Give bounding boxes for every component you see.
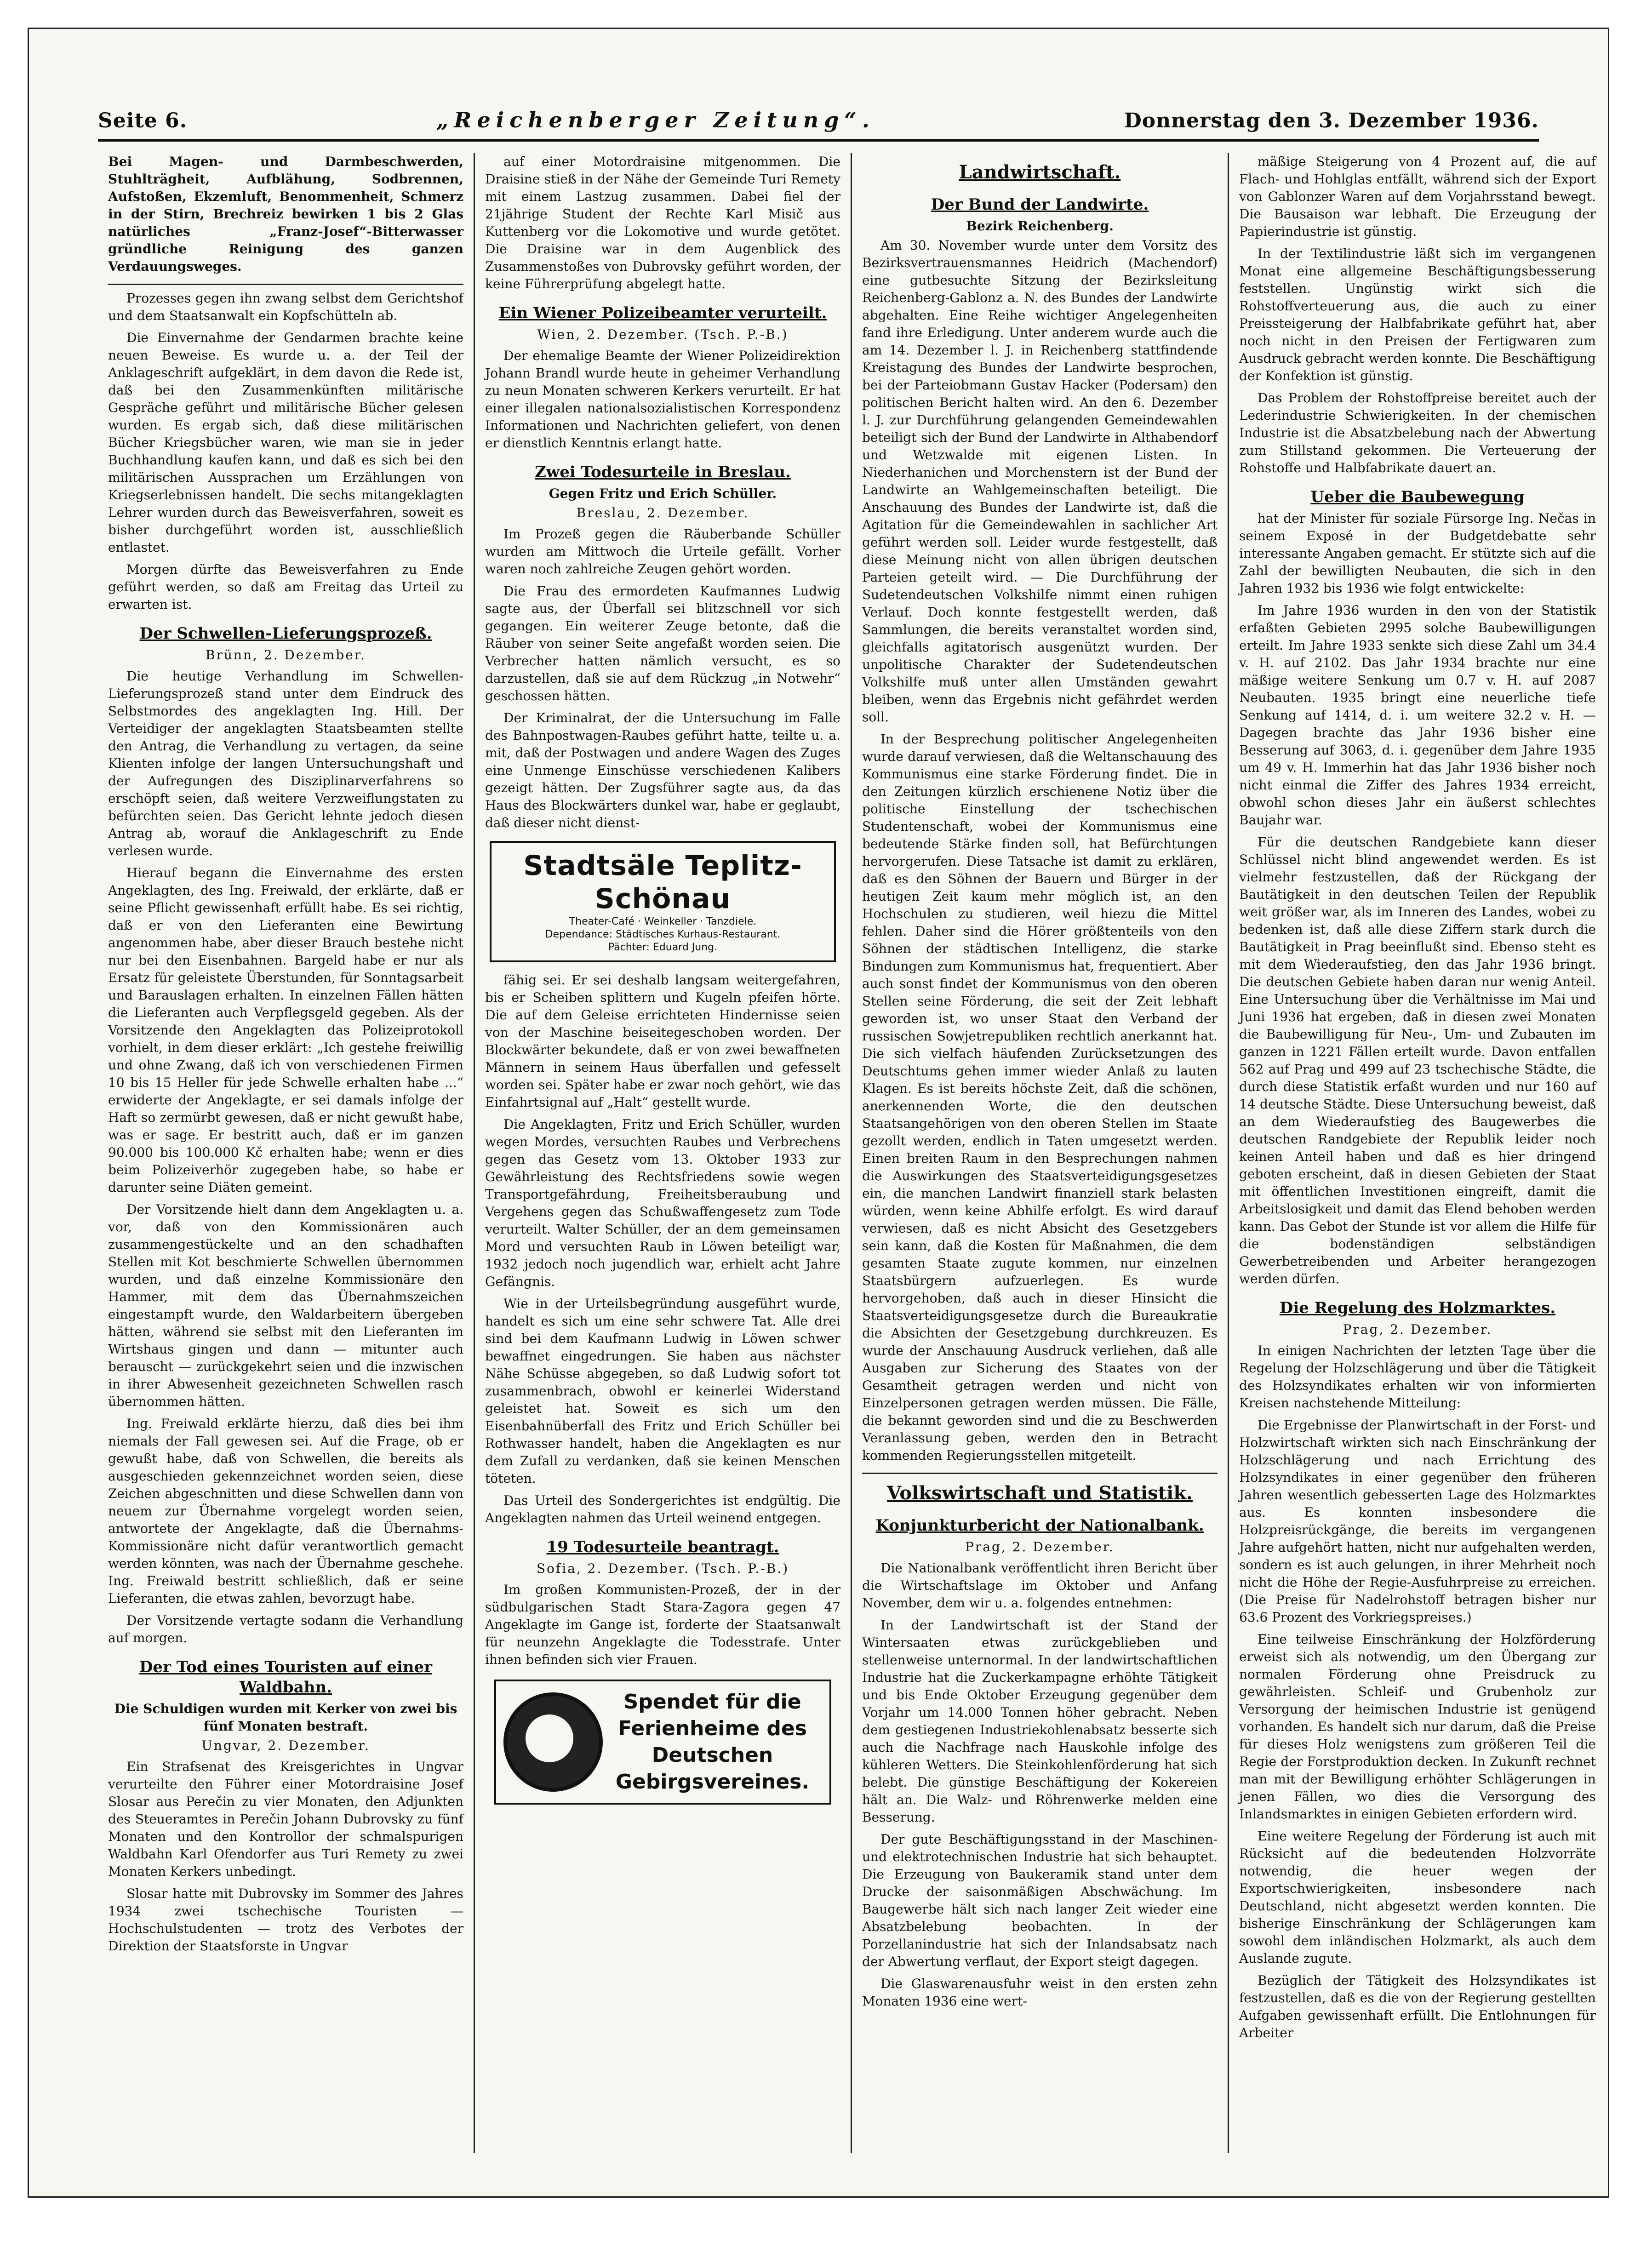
article-text: Die Ergebnisse der Planwirtschaft in der Forst- und Holzwirtschaft wirkten sich nach Einschränkung der Holzschlägerung und nach Errichtung des Holzsyndikates in einer gegenüber den früheren Jahren wesentlich gebesserten Lage des Holzmarktes aus. Es konnten insbesondere die Holzpreisrückgänge, die bereits im vergangenen Jahre aufgehört hatten, nicht nur aufgehalten werden, sondern es ist auch gelungen, in ihrer Mehrheit noch nicht die Höhe der Regie-Ausfuhrpreise zu erreichen. (Die Preise für Nadelrohstoff betragen bisher nur 63.6 Prozent des Vorkriegspreises.)	[1239, 1417, 1596, 1625]
article-text: Am 30. November wurde unter dem Vorsitz des Bezirksvertrauensmannes Heidrich (Machendorf) eine gutbesuchte Sitzung der Bezirksleitung Reichenberg-Gablonz a. N. des Bundes der Landwirte abgehalten. Eine Reihe wichtiger Angelegenheiten fand ihre Erledigung. Unter anderem wurde auch die am 14. Dezember l. J. in Reichenberg stattfindende Kreistagung des Bundes der Landwirte besprochen, bei der Parteiobmann Gustav Hacker (Podersam) den politischen Bericht halten wird. An den 6. Dezember l. J. zur Durchführung gelangenden Gemeindewahlen beteiligt sich der Bund der Landwirte in Althabendorf und Wetzwalde mit eigenen Listen. In Niederhanichen und Morchenstern ist der Bund der Landwirte an Wahlgemeinschaften beteiligt. Die Anschauung des Bundes der Landwirte ist, daß die Agitation für die Gemeindewahlen in sachlicher Art geführt werden soll. Leider wurde festgestellt, daß diese Meinung nicht von allen übrigen deutschen Parteien geteilt wird. — Die Durchführung der Sudetendeutschen Volkshilfe nimmt einen ruhigen Verlauf. Doch konnte festgestellt werden, daß Sammlungen, die bereits veranstaltet worden sind, gleichfalls agitatorisch ausgenützt wurden. Der unpolitische Charakter der Sudetendeutschen Volkshilfe muß unter allen Umständen gewahrt bleiben, wenn das Ergebnis nicht gefährdet werden soll.	[862, 238, 1218, 725]
article-text: In der Besprechung politischer Angelegenheiten wurde darauf verwiesen, daß die Weltanschauung des Kommunismus eine starke Förderung findet. Die in den Zeitungen kürzlich erschienene Notiz über die politische Einstellung der tschechischen Studentenschaft, wobei der Kommunismus eine bedeutende Stärke finden soll, hat Befürchtungen hervorgerufen. Diese Tatsache ist damit zu erklären, daß es den Söhnen der Bauern und Bürger in der heutigen Zeit kaum mehr möglich ist, an den Hochschulen zu studieren, weil hiezu die Mittel fehlen. Daher sind die Hörer größtenteils von den Söhnen der städtischen Intelligenz, die starke Bindungen zum Kommunismus hat, frequentiert. Aber auch sonst findet der Kommunismus von den oberen Stellen seine Förderung, die seit der Zeit lebhaft geworden ist, wo unser Staat den Verband der russischen Sowjetrepubliken rechtlich anerkannt hat. Die sich vielfach häufenden Zurücksetzungen des Deutschtums gehen immer wieder Anlaß zu lauten Klagen. Es ist bereits höchste Zeit, daß die schönen, anerkennenden Worte, die den deutschen Staatsangehörigen von den oberen Stellen im Staate gezollt werden, endlich in Taten umgesetzt werden. Einen breiten Raum in den Besprechungen nahmen die Auswirkungen des Staatsverteidigungsgesetzes ein, die manchen Landwirt finanziell stark belasten würden, wenn keine Abhilfe erfolgt. Es wird darauf verwiesen, daß es nicht Absicht des Gesetzgebers sein kann, daß die Kosten für Maßnahmen, die dem gesamten Staate zugute kommen, nur einzelnen Staatsbürgern aufzuerlegen. Es wurde hervorgehoben, daß auch in dieser Hinsicht die Staatsverteidigungsgesetze durch die Bureaukratie die Absichten der Gesetzgebung durchkreuzen. Es wurde der Anschauung Ausdruck verliehen, daß alle Ausgaben zur Sicherung des Staates von der Gesamtheit getragen werden und nicht von Einzelpersonen getragen werden müssen. Die Fälle, die bekannt geworden sind und die zu Beschwerden Veranlassung geben, werden den in Betracht kommenden Regierungsstellen mitgeteilt.	[862, 731, 1218, 1463]
columns	[98, 153, 1606, 2153]
masthead: „Reichenberger Zeitung“.	[436, 108, 875, 132]
dateline: Brünn, 2. Dezember.	[205, 647, 366, 663]
stadtsaele-advert	[490, 841, 836, 962]
divider	[108, 284, 463, 285]
article-text: Die Angeklagten, Fritz und Erich Schüller, wurden wegen Mordes, versuchten Raubes und Verbrechens gegen das Gesetz vom 13. Oktober 1933 zur Gewährleistung des Rechtsfriedens sowie wegen Transportgefährdung, Freiheitsberaubung und Vergehens gegen das Schußwaffengesetz zum Tode verurteilt. Walter Schüller, der an dem gemeinsamen Mord und versuchten Raub in Löwen beteiligt war, 1932 jedoch noch jugendlich war, erhielt acht Jahre Gefängnis.	[485, 1117, 840, 1289]
advert-text: Spendet für die Ferienheime des Deutschen Gebirgsvereines.	[615, 1690, 810, 1794]
article-text: Slosar hatte mit Dubrovsky im Sommer des Jahres 1934 zwei tschechische Touristen — Hochschulstudenten — trotz des Verbotes der Direktion der Staatsforste in Ungvar	[108, 1886, 463, 1954]
article-text: Eine teilweise Einschränkung der Holzförderung erweist sich als notwendig, um den Übergang zur normalen Förderung ohne Preisdruck zu gewährleisten. Schleif- und Grubenholz zur Versorgung der heimischen Industrie ist genügend vorhanden. Es handelt sich nur darum, daß die Preise für dieses Holz wenigstens zum größeren Teil die Regie der Forstproduktion decken. In Zukunft rechnet man mit der Bewilligung erhöhter Schlägerungen in jenen Fällen, wo dies die Versorgung des Inlandsmarktes in einigen Gebieten erfordern wird.	[1239, 1632, 1596, 1822]
article-text: Die Einvernahme der Gendarmen brachte keine neuen Beweise. Es wurde u. a. der Teil der Anklageschrift aufgeklärt, in dem davon die Rede ist, daß bei den Zusammenkünften militärische Gespräche geführt und militärische Bücher gelesen wurden. Es ergab sich, daß diese militärischen Bücher Kriegsbücher waren, wie man sie in jeder Buchhandlung kaufen kann, und daß es sich bei den militärischen Aussprachen um Erzählungen von Kriegserlebnissen handelt. Die sechs mitangeklagten Lehrer wurden durch das Beweisverfahren, soweit es bisher durchgeführt worden ist, ausschließlich entlastet.	[108, 330, 463, 555]
article-text: Hierauf begann die Einvernahme des ersten Angeklagten, des Ing. Freiwald, der erklärte, daß er seine Pflicht gewissenhaft erfüllt habe. Es sei richtig, daß er von den Lieferanten eine Bewirtung angenommen habe, aber dieser Brauch bestehe nicht nur bei den Eisenbahnen. Bargeld habe er nur als Ersatz für geleistete Überstunden, für Sonntagsarbeit und Barauslagen erhalten. In einzelnen Fällen hätten die Lieferanten auch Verpflegsgeld gegeben. Als der Vorsitzende den Angeklagten das Polizeiprotokoll vorhielt, in dem dieser erklärt: „Ich gestehe freiwillig und ohne Zwang, daß ich von verschiedenen Firmen 10 bis 15 Heller für jede Schwelle erhalten habe ...“ erwiderte der Angeklagte, er sei damals infolge der Haft so zermürbt gewesen, daß er nicht gewußt habe, was er sage. Er bestritt auch, daß er im ganzen 90.000 bis 100.000 Kč erhalten habe; wenn er dies beim Polizeiverhör zugegeben habe, so habe er darunter seine Diäten gemeint.	[108, 865, 463, 1195]
dateline: Wien, 2. Dezember. (Tsch. P.-B.)	[537, 327, 789, 342]
article-text: auf einer Motordraisine mitgenommen. Die Draisine stieß in der Nähe der Gemeinde Turi Remety mit einem Lastzug zusammen. Dabei fiel der 21jährige Student der Rechte Karl Misič aus Kuttenberg vor die Lokomotive und wurde getötet. Die Draisine war in dem Augenblick des Zusammenstoßes von Dubrovsky geführt worden, der keine Führerprüfung abgelegt hatte.	[485, 154, 840, 291]
article-text: In der Textilindustrie läßt sich im vergangenen Monat eine allgemeine Beschäftigungsbesserung feststellen. Ungünstig wirkt sich die Rohstoffverteuerung aus, die auch zu einer Preissteigerung der Halbfabrikate geführt hat, aber noch nicht in den Preisen der Fertigwaren zum Ausdruck gebracht werden konnte. Die Beschäftigung der Konfektion ist günstig.	[1239, 246, 1596, 383]
issue-date: Donnerstag den 3. Dezember 1936.	[1124, 109, 1539, 132]
emblem-icon	[503, 1692, 603, 1792]
column-4	[1229, 153, 1606, 2153]
divider	[862, 1473, 1218, 1474]
article-text: Der Vorsitzende vertagte sodann die Verhandlung auf morgen.	[108, 1613, 463, 1646]
subheadline: Bezirk Reichenberg.	[966, 218, 1114, 234]
article-text: In einigen Nachrichten der letzten Tage über die Regelung der Holzschlägerung und über die Tätigkeit des Holzsyndikates erhalten wir von informierten Kreisen nachstehende Mitteilung:	[1239, 1343, 1596, 1411]
article-text: fähig sei. Er sei deshalb langsam weitergefahren, bis er Scheiben splittern und Kugeln pfeifen hörte. Die auf dem Geleise errichteten Hindernisse seien von der Maschine beiseitegeschoben worden. Der Blockwärter bekundete, daß er von zwei bewaffneten Männern in seinem Haus überfallen und gefesselt worden sei. Später habe er zwar noch gehört, wie das Einfahrtsignal auf „Halt“ gestellt wurde.	[485, 972, 840, 1110]
article-text: Die Glaswarenausfuhr weist in den ersten zehn Monaten 1936 eine wert-	[862, 1976, 1218, 2009]
dateline: Breslau, 2. Dezember.	[576, 505, 749, 520]
dateline: Prag, 2. Dezember.	[965, 1539, 1115, 1554]
article-text: Im Jahre 1936 wurden in den von der Statistik erfaßten Gebieten 2995 solche Baubewilligungen erteilt. Im Jahre 1933 senkte sich diese Zahl um 34.4 v. H. auf 2102. Das Jahr 1934 brachte nur eine mäßige weitere Senkung um 0.7 v. H. auf 2087 Neubauten. 1935 bringt eine neuerliche tiefe Senkung auf 1414, d. i. um weitere 32.2 v. H. — Dagegen brachte das Jahr 1936 bisher eine Besserung auf 3063, d. i. gegenüber dem Jahre 1935 um 49 v. H. Immerhin hat das Jahr 1936 bisher noch nicht einmal die Ziffer des Jahres 1934 erreicht, obwohl schon dieses Jahr ein äußerst schlechtes Baujahr war.	[1239, 603, 1596, 828]
article-text: Eine weitere Regelung der Förderung ist auch mit Rücksicht auf die bedeutenden Holzvorräte notwendig, die heuer wegen der Exportschwierigkeiten, insbesondere nach Deutschland, nicht abgesetzt werden konnten. Die bisherige Einschränkung der Schlägerungen kam sowohl dem inländischen Holzmarkt, als auch dem Auslande zugute.	[1239, 1828, 1596, 1966]
article-text: Im großen Kommunisten-Prozeß, der in der südbulgarischen Stadt Stara-Zagora gegen 47 Angeklagte im Gange ist, forderte der Staatsanwalt für neunzehn Angeklagte die Todesstrafe. Unter ihnen befinden sich vier Frauen.	[485, 1582, 840, 1667]
column-2	[475, 153, 852, 2153]
headline: Die Regelung des Holzmarktes.	[1279, 1299, 1556, 1317]
article-text: Bezüglich der Tätigkeit des Holzsyndikates ist festzustellen, daß es die von der Regierung gestellten Aufgaben gewissenhaft erfüllt. Die Entlohnungen für Arbeiter	[1239, 1973, 1596, 2040]
article-text: Für die deutschen Randgebiete kann dieser Schlüssel nicht blind angewendet werden. Es ist vielmehr festzustellen, daß der Rückgang der Bautätigkeit in den deutschen Teilen der Republik weit größer war, als im Inneren des Landes, wobei zu bedenken ist, daß alle diese Ziffern stark durch die Bautätigkeit in Prag beeinflußt sind. Ebenso steht es mit dem Wiederaufstieg, den das Jahr 1936 bringt. Die deutschen Gebiete haben daran nur wenig Anteil. Eine Untersuchung über die Verhältnisse im Mai und Juni 1936 hat ergeben, daß in diesen zwei Monaten die Baubewilligung für Neu-, Um- und Zubauten im ganzen in 1221 Fällen erteilt wurde. Davon entfallen 562 auf Prag und 499 auf 23 tschechische Städte, die durch diese Statistik erfaßt wurden und nur 160 auf 14 deutsche Städte. Diese Untersuchung beweist, daß an dem Wiederaufstieg des Baugewerbes die deutschen Randgebiete der Republik leider noch keinen Anteil haben und daß es hier dringend geboten erscheint, daß in diesen Gebieten der Staat mit öffentlichen Investitionen eingreift, damit die Arbeitslosigkeit und damit das Elend behoben werden kann. Das Gebot der Stunde ist vor allem die Hilfe für die bodenständigen selbständigen Gewerbetreibenden und Arbeiter herangezogen werden dürfen.	[1239, 834, 1596, 1286]
article-text: mäßige Steigerung von 4 Prozent auf, die auf Flach- und Hohlglas entfällt, während sich der Export von Gablonzer Waren auf dem Vorjahrsstand bewegt. Die Bausaison war lebhaft. Die Erzeugung der Papierindustrie ist günstig.	[1239, 154, 1596, 239]
article-text: In der Landwirtschaft ist der Stand der Wintersaaten etwas zurückgeblieben und stellenweise unternormal. In der landwirtschaftlichen Industrie hat die Zuckerkampagne erhöhte Tätigkeit und bis Ende Oktober Erzeugung gegenüber dem Vorjahr um 14.000 Tonnen höher gebracht. Neben dem gestiegenen Industriekohlenabsatz besserte sich auch die Nachfrage nach Hauskohle infolge des kühleren Wetters. Die Steinkohlenförderung hat sich belebt. Die günstige Beschäftigung der Kokereien hält an. Die Walz- und Röhrenwerke melden eine Besserung.	[862, 1617, 1218, 1825]
column-3	[852, 153, 1229, 2153]
advert-line: Dependance: Städtisches Kurhaus-Restaurant.	[545, 929, 781, 940]
article-text: Wie in der Urteilsbegründung ausgeführt wurde, handelt es sich um eine sehr schwere Tat. Alle drei sind bei dem Kaufmann Ludwig in Löwen schwer bewaffnet eingedrungen. Sie haben aus nächster Nähe Schüsse abgegeben, so daß Ludwig sofort tot zusammenbrach, obwohl er keinerlei Widerstand geleistet hat. Soweit es sich um den Eisenbahnüberfall des Fritz und Erich Schüller bei Rothwasser handelt, haben die Angeklagten es nur dem Zufall zu verdanken, daß sie keinen Menschen töteten.	[485, 1296, 840, 1486]
headline: Der Schwellen-Lieferungsprozeß.	[139, 624, 432, 643]
headline: Ein Wiener Polizeibeamter verurteilt.	[498, 304, 827, 322]
dateline: Prag, 2. Dezember.	[1343, 1322, 1492, 1337]
article-text: hat der Minister für soziale Fürsorge Ing. Nečas in seinem Exposé in der Budgetdebatte sehr interessante Angaben gemacht. Er stützte sich auf die Zahl der bewilligten Neubauten, die sich in den Jahren 1932 bis 1936 wie folgt entwickelte:	[1239, 511, 1596, 596]
article-text: Morgen dürfte das Beweisverfahren zu Ende geführt werden, so daß am Freitag das Urteil zu erwarten ist.	[108, 562, 463, 612]
headline: 19 Todesurteile beantragt.	[546, 1538, 779, 1556]
article-text: Ein Strafsenat des Kreisgerichtes in Ungvar verurteilte den Führer einer Motordraisine Josef Slosar aus Perečin zu vier Monaten, den Adjunkten des Steueramtes in Perečin Johann Dubrovsky zu fünf Monaten und den Kontrollor der schmalspurigen Waldbahn Karl Ofendorfer aus Turi Remety zu zwei Monaten Kerkers unbedingt.	[108, 1759, 463, 1879]
subheadline: Gegen Fritz und Erich Schüller.	[549, 486, 777, 501]
article-text: Im Prozeß gegen die Räuberbande Schüller wurden am Mittwoch die Urteile gefällt. Vorher waren noch zahlreiche Zeugen gehört worden.	[485, 526, 840, 577]
headline: Zwei Todesurteile in Breslau.	[535, 463, 791, 481]
page-header	[98, 82, 1539, 142]
section-title: Volkswirtschaft und Statistik.	[887, 1482, 1193, 1504]
franz-josef-advert: Bei Magen- und Darmbeschwerden, Stuhlträgheit, Aufblähung, Sodbrennen, Aufstoßen, Ekzemluft, Benommenheit, Schmerz in der Stirn, Brechreiz bewirken 1 bis 2 Glas natürliches „Franz-Josef“-Bitterwasser gründliche Reinigung des ganzen Verdauungsweges.	[108, 154, 463, 274]
headline: Der Tod eines Touristen auf einer Waldbahn.	[139, 1658, 433, 1697]
article-text: Der Kriminalrat, der die Untersuchung im Falle des Bahnpostwagen-Raubes geführt hatte, teilte u. a. mit, daß der Postwagen und andere Wagen des Zuges eine Unmenge Einschüsse verschiedenen Kalibers gezeigt hätten. Der Zugsführer sagte aus, da das Haus des Blockwärters dunkel war, habe er geglaubt, daß dieser nicht dienst-	[485, 710, 840, 830]
headline: Konjunkturbericht der Nationalbank.	[875, 1516, 1204, 1535]
newspaper-page	[28, 28, 1609, 2198]
page-number: Seite 6.	[98, 109, 188, 132]
advert-title: Stadtsäle Teplitz-Schönau	[523, 850, 802, 915]
article-text: Der ehemalige Beamte der Wiener Polizeidirektion Johann Brandl wurde heute in geheimer Verhandlung zu neun Monaten schweren Kerkers verurteilt. Er hat einer illegalen nationalsozialistischen Korrespondenz Informationen und Nachrichten geliefert, von denen er dienstlich Kenntnis erlangt hatte.	[485, 348, 840, 451]
gebirgsverein-advert	[494, 1680, 831, 1805]
column-1	[98, 153, 475, 2153]
dateline: Sofia, 2. Dezember. (Tsch. P.-B.)	[536, 1561, 789, 1576]
article-text: Die Frau des ermordeten Kaufmannes Ludwig sagte aus, der Überfall sei blitzschnell vor sich gegangen. Ein weiterer Zeuge betonte, daß die Räuber von seiner Seite angefaßt worden seien. Die Verbrecher hatten nämlich versucht, es so darzustellen, daß sie auf dem Rückzug „in Notwehr“ geschossen hätten.	[485, 583, 840, 703]
article-text: Die Nationalbank veröffentlicht ihren Bericht über die Wirtschaftslage im Oktober und Anfang November, dem wir u. a. folgendes entnehmen:	[862, 1560, 1218, 1611]
subheadline: Die Schuldigen wurden mit Kerker von zwei bis fünf Monaten bestraft.	[114, 1701, 457, 1734]
advert-line: Pächter: Eduard Jung.	[608, 942, 718, 953]
section-title: Landwirtschaft.	[959, 161, 1121, 183]
article-text: Ing. Freiwald erklärte hierzu, daß dies bei ihm niemals der Fall gewesen sei. Auf die Frage, ob er gewußt habe, daß von Schwellen, die bereits als ausgeschieden gekennzeichnet worden seien, diese Zeichen abgeschnitten und diese Schwellen dann von neuem zur Übernahme vorgelegt worden seien, antwortete der Angeklagte, daß die Übernahms-Kommissionäre nicht dafür verantwortlich gemacht werden könnten, was nach der Übernahme geschehe. Ing. Freiwald bestritt schließlich, daß er seine Lieferanten, die etwas zahlen, bevorzugt habe.	[108, 1416, 463, 1606]
headline: Der Bund der Landwirte.	[931, 195, 1149, 214]
article-text: Der gute Beschäftigungsstand in der Maschinen- und elektrotechnischen Industrie hat sich behauptet. Die Erzeugung von Baukeramik stand unter dem Drucke der saisonmäßigen Abschwächung. Im Baugewerbe hält sich nach langer Zeit wieder eine Absatzbelebung beobachten. In der Porzellanindustrie hat sich der Inlandsabsatz nach der Abwertung verflaut, der Export steigt dagegen.	[862, 1832, 1218, 1969]
dateline: Ungvar, 2. Dezember.	[201, 1738, 370, 1753]
advert-line: Theater-Café · Weinkeller · Tanzdiele.	[569, 916, 757, 927]
article-text: Das Problem der Rohstoffpreise bereitet auch der Lederindustrie Schwierigkeiten. In der chemischen Industrie ist die Absatzbelebung nach der Abwertung zum Stillstand gekommen. Die Verteuerung der Rohstoffe und Halbfabrikate dauert an.	[1239, 390, 1596, 475]
article-text: Die heutige Verhandlung im Schwellen-Lieferungsprozeß stand unter dem Eindruck des Selbstmordes des angeklagten Ing. Hill. Der Verteidiger der angeklagten Staatsbeamten stellte den Antrag, die Verhandlung zu vertagen, da seine Klienten infolge der langen Untersuchungshaft und der Aufregungen des Disziplinarverfahrens so erschöpft seien, daß weitere Verzweiflungstaten zu befürchten seien. Das Gericht lehnte jedoch diesen Antrag ab, worauf die Anklageschrift zu Ende verlesen wurde.	[108, 669, 463, 858]
article-text: Prozesses gegen ihn zwang selbst dem Gerichtshof und dem Staatsanwalt ein Kopfschütteln ab.	[108, 291, 463, 323]
headline: Ueber die Baubewegung	[1310, 488, 1525, 506]
article-text: Das Urteil des Sondergerichtes ist endgültig. Die Angeklagten nahmen das Urteil weinend entgegen.	[485, 1493, 840, 1526]
article-text: Der Vorsitzende hielt dann dem Angeklagten u. a. vor, daß von den Kommissionären auch zusammengestückelte und an den schadhaften Stellen mit Kot beschmierte Schwellen übernommen wurden, und daß einzelne Kommissionäre den Hammer, mit dem das Übernahmszeichen eingestampft wurde, den Waldarbeitern übergeben hätten, während sie selbst mit den Lieferanten im Wirtshaus gingen und dann — mitunter auch berauscht — zurückgekehrt seien und die inzwischen in ihrer Abwesenheit gezeichneten Schwellen rasch übernommen hätten.	[108, 1202, 463, 1409]
